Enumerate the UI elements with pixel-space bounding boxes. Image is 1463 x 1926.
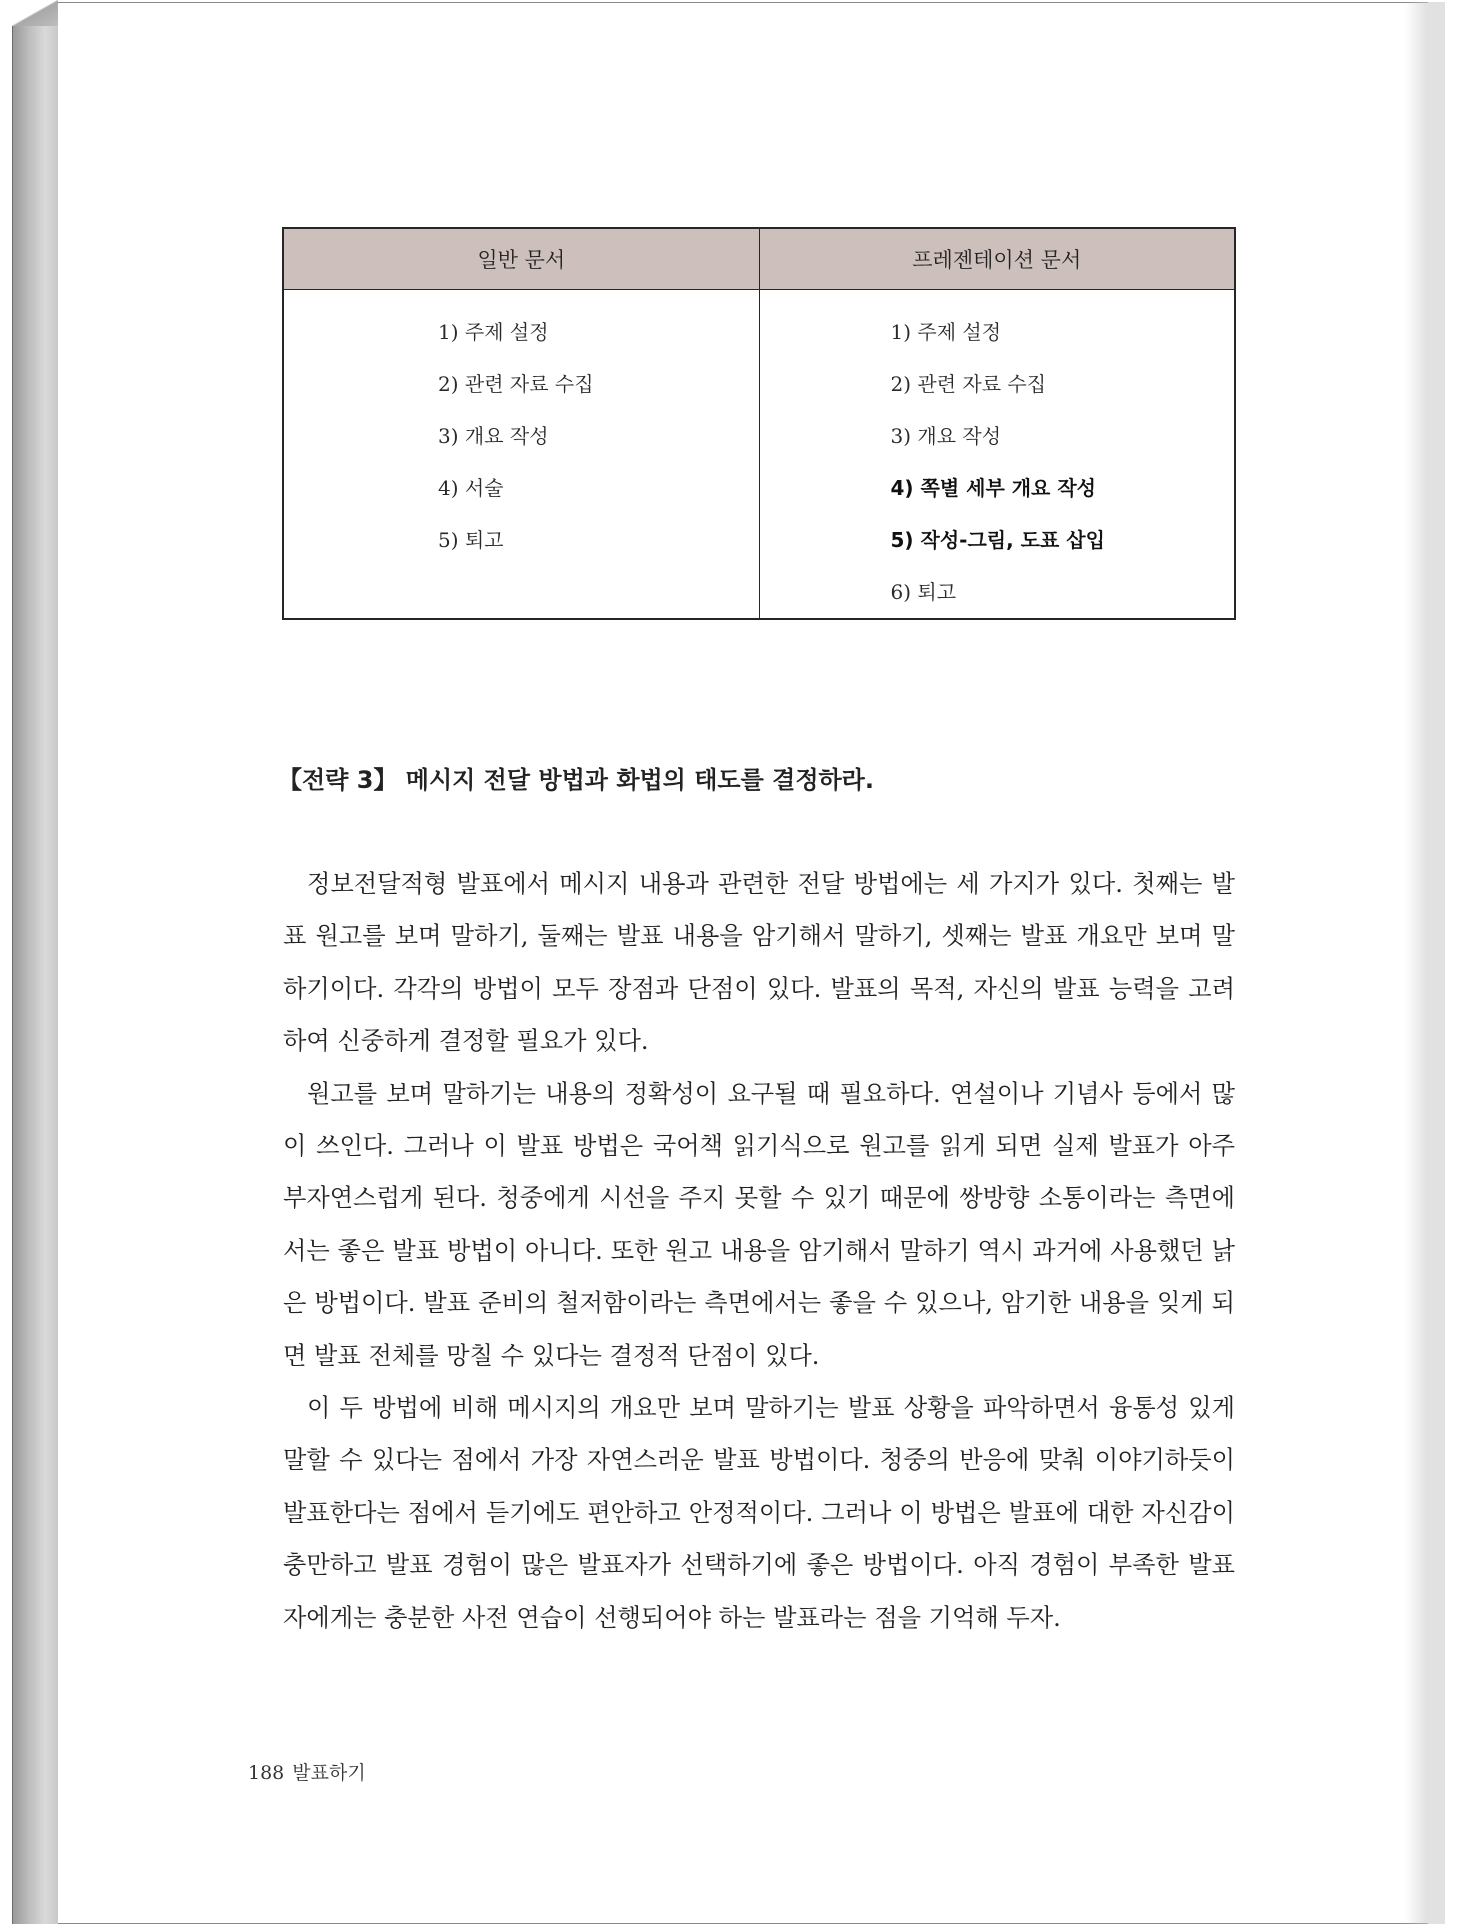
general-steps-column (284, 290, 759, 618)
header-general-document: 일반 문서 (477, 248, 566, 272)
book-spine-corner (12, 0, 58, 26)
table-header-row (284, 229, 1234, 290)
section-heading: 【전략 3】 메시지 전달 방법과 화법의 태도를 결정하라. (278, 766, 874, 794)
list-item: 4) 서술 (438, 476, 504, 500)
page-footer (248, 1758, 366, 1785)
list-item: 5) 퇴고 (438, 528, 504, 552)
presentation-steps-list (760, 306, 1235, 618)
list-item: 1) 주제 설정 (438, 320, 549, 344)
list-item: 3) 개요 작성 (438, 424, 549, 448)
list-item: 3) 개요 작성 (890, 424, 1002, 448)
header-presentation-document: 프레젠테이션 문서 (759, 229, 1235, 289)
list-item-highlighted: 5) 작성-그림, 도표 삽입 (890, 528, 1105, 552)
list-item: 2) 관련 자료 수집 (890, 372, 1047, 396)
paragraph: 정보전달적형 발표에서 메시지 내용과 관련한 전달 방법에는 세 가지가 있다. 첫째는 발표 원고를 보며 말하기, 둘째는 발표 내용을 암기해서 말하기, 셋째는 발표 개요만 보며 말하기이다. 각각의 방법이 모두 장점과 단점이 있다. 발표의 목적, 자신의 발표 능력을 고려하여 신중하게 결정할 필요가 있다. (283, 870, 1235, 1056)
book-spine (12, 2, 59, 1924)
general-steps-list (284, 306, 759, 566)
paragraph: 원고를 보며 말하기는 내용의 정확성이 요구될 때 필요하다. 연설이나 기념사 등에서 많이 쓰인다. 그러나 이 발표 방법은 국어책 읽기식으로 원고를 읽게 되면 실제 발표가 아주 부자연스럽게 된다. 청중에게 시선을 주지 못할 수 있기 때문에 쌍방향 소통이라는 측면에서는 좋은 발표 방법이 아니다. 또한 원고 내용을 암기해서 말하기 역시 과거에 사용했던 낡은 방법이다. 발표 준비의 철저함이라는 측면에서는 좋을 수 있으나, 암기한 내용을 잊게 되면 발표 전체를 망칠 수 있다는 결정적 단점이 있다. (283, 1079, 1235, 1370)
comparison-table (282, 227, 1236, 620)
list-item-highlighted: 4) 쪽별 세부 개요 작성 (890, 476, 1096, 500)
page-edge-shadow (1405, 2, 1445, 1924)
page-number: 188 (248, 1762, 285, 1784)
footer-section-title: 발표하기 (292, 1762, 366, 1784)
presentation-steps-column (759, 290, 1235, 618)
list-item: 6) 퇴고 (890, 580, 957, 604)
paragraph: 이 두 방법에 비해 메시지의 개요만 보며 말하기는 발표 상황을 파악하면서 융통성 있게 말할 수 있다는 점에서 가장 자연스러운 발표 방법이다. 청중의 반응에 맞춰 이야기하듯이 발표한다는 점에서 듣기에도 편안하고 안정적이다. 그러나 이 방법은 발표에 대한 자신감이 충만하고 발표 경험이 많은 발표자가 선택하기에 좋은 방법이다. 아직 경험이 부족한 발표자에게는 충분한 사전 연습이 선행되어야 하는 발표라는 점을 기억해 두자. (283, 1394, 1235, 1632)
body-text (283, 858, 1235, 1644)
table-body-row (284, 290, 1234, 618)
list-item: 1) 주제 설정 (890, 320, 1002, 344)
list-item: 2) 관련 자료 수집 (438, 372, 594, 396)
